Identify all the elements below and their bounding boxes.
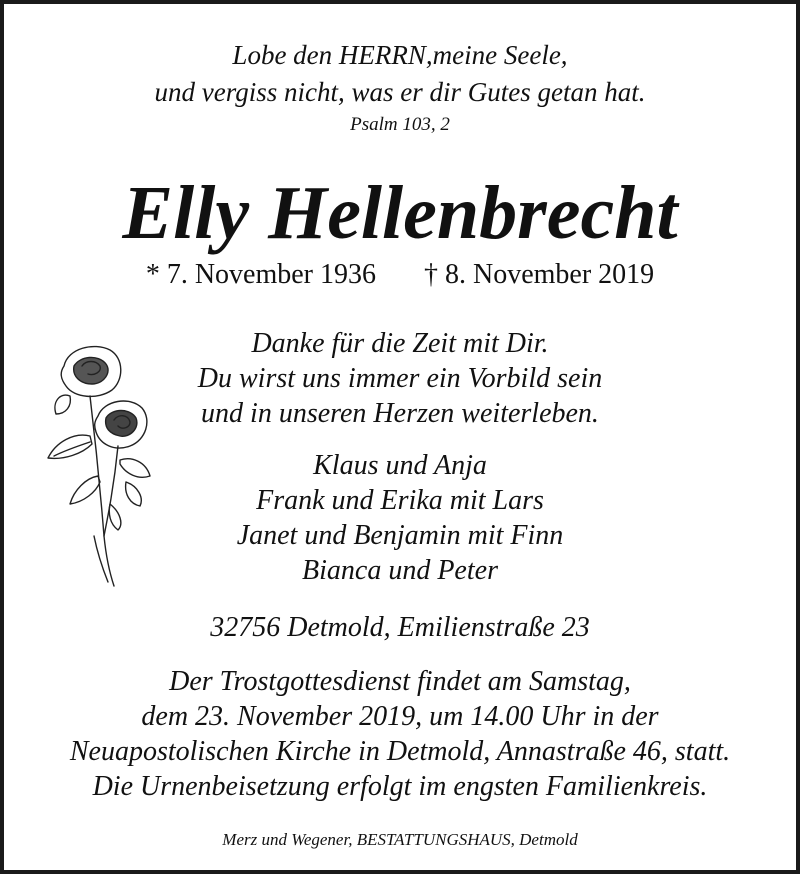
life-dates [0, 259, 800, 291]
service-line: Neuapostolischen Kirche in Detmold, Annastraße 46, statt. [69, 736, 731, 767]
deceased-name: Elly Hellenbrecht [122, 171, 678, 255]
message-line: Du wirst uns immer ein Vorbild sein [197, 363, 603, 394]
mourner-line: Klaus und Anja [313, 450, 487, 481]
mourner-line: Frank und Erika mit Lars [256, 485, 544, 516]
service-line: Der Trostgottesdienst findet am Samstag, [169, 666, 631, 697]
rose-icon [34, 336, 154, 592]
message-line: und in unseren Herzen weiterleben. [201, 398, 599, 429]
service-line: dem 23. November 2019, um 14.00 Uhr in der [141, 701, 659, 732]
death-date: † 8. November 2019 [424, 259, 655, 290]
mourner-line: Bianca und Peter [302, 555, 498, 586]
message-line: Danke für die Zeit mit Dir. [251, 328, 549, 359]
birth-date: * 7. November 1936 [145, 259, 376, 290]
service-line: Die Urnenbeisetzung erfolgt im engsten Familienkreis. [92, 771, 708, 802]
mourner-line: Janet und Benjamin mit Finn [236, 520, 564, 551]
address: 32756 Detmold, Emilienstraße 23 [210, 612, 590, 643]
verse-line-1: Lobe den HERRN,meine Seele, [232, 40, 568, 70]
verse-line-2: und vergiss nicht, was er dir Gutes getan hat. [154, 77, 646, 107]
funeral-home: Merz und Wegener, BESTATTUNGSHAUS, Detmold [222, 830, 578, 849]
verse-reference: Psalm 103, 2 [350, 114, 450, 135]
